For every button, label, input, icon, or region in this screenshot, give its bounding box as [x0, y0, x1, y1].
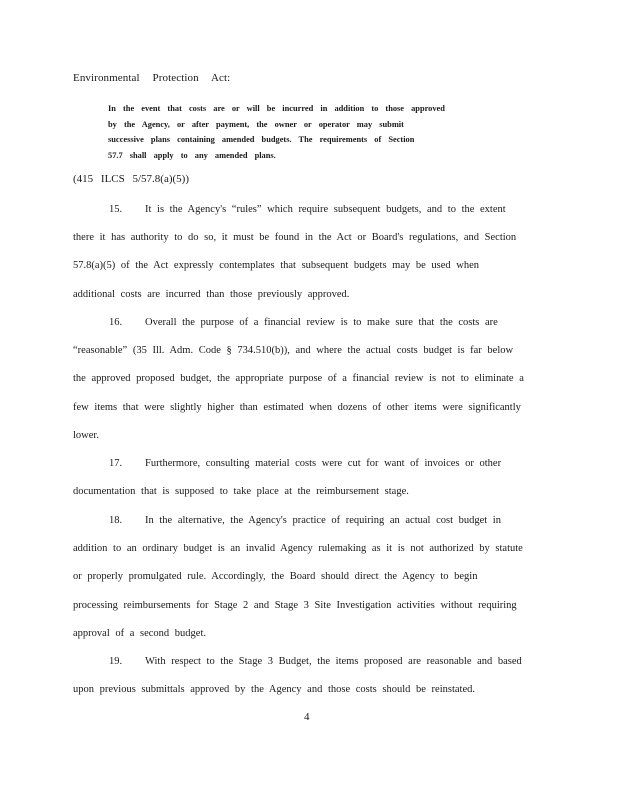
- paragraph-line: [73, 450, 543, 478]
- paragraph-line: lower.: [73, 429, 99, 441]
- paragraph-line: documentation that is supposed to take place at the reimbursement stage.: [73, 486, 409, 498]
- paragraph-line: 57.8(a)(5) of the Act expressly contemplates that subsequent budgets may be used when: [73, 260, 480, 272]
- paragraph-number: 19.: [109, 656, 123, 667]
- paragraph-17: [73, 450, 543, 506]
- quote-line: 57.7 shall apply to any amended plans.: [108, 150, 276, 160]
- paragraph-line: additional costs are incurred than those previously approved.: [73, 288, 350, 300]
- paragraph-18: [73, 507, 543, 648]
- paragraph-line: upon previous submittals approved by the Agency and those costs should be reinstated.: [73, 684, 475, 696]
- paragraph-text: Furthermore, consulting material costs were cut for want of invoices or other: [145, 458, 502, 469]
- statute-heading: Environmental Protection Act:: [73, 72, 231, 84]
- paragraph-text: It is the Agency's “rules” which require subsequent budgets, and to the extent: [145, 204, 506, 215]
- paragraph-line: there it has authority to do so, it must be found in the Act or Board's regulations, and Section: [73, 232, 517, 244]
- paragraph-text: With respect to the Stage 3 Budget, the items proposed are reasonable and based: [145, 656, 522, 667]
- paragraph-19: [73, 648, 543, 704]
- paragraph-line: processing reimbursements for Stage 2 and Stage 3 Site Investigation activities without requiring: [73, 599, 517, 611]
- paragraph-number: 18.: [109, 515, 123, 526]
- statute-quote-block: [108, 101, 478, 163]
- paragraph-line: the approved proposed budget, the appropriate purpose of a financial review is not to eliminate a: [73, 373, 524, 385]
- page-number: 4: [304, 711, 310, 723]
- paragraph-16: [73, 309, 543, 450]
- paragraph-line: [73, 196, 543, 224]
- paragraph-line: [73, 648, 543, 676]
- quote-line: by the Agency, or after payment, the owner or operator may submit: [108, 119, 404, 129]
- quote-line: successive plans containing amended budgets. The requirements of Section: [108, 135, 415, 144]
- quote-line: In the event that costs are or will be incurred in addition to those approved: [108, 104, 445, 113]
- paragraph-line: [73, 309, 543, 337]
- paragraph-line: “reasonable” (35 Ill. Adm. Code § 734.510(b)), and where the actual costs budget is far below: [73, 345, 514, 357]
- paragraph-text: Overall the purpose of a financial review is to make sure that the costs are: [145, 317, 498, 328]
- paragraph-line: or properly promulgated rule. Accordingly, the Board should direct the Agency to begin: [73, 571, 478, 583]
- paragraph-line: few items that were slightly higher than estimated when dozens of other items were significantly: [73, 401, 521, 413]
- paragraph-15: [73, 196, 543, 309]
- paragraph-line: approval of a second budget.: [73, 627, 207, 639]
- paragraph-line: addition to an ordinary budget is an invalid Agency rulemaking as it is not authorized by statute: [73, 543, 523, 555]
- paragraph-line: [73, 507, 543, 535]
- statute-citation: (415 ILCS 5/57.8(a)(5)): [73, 173, 190, 185]
- paragraph-text: In the alternative, the Agency's practice of requiring an actual cost budget in: [145, 515, 501, 526]
- paragraph-number: 16.: [109, 317, 123, 328]
- paragraph-number: 15.: [109, 204, 123, 215]
- paragraph-number: 17.: [109, 458, 123, 469]
